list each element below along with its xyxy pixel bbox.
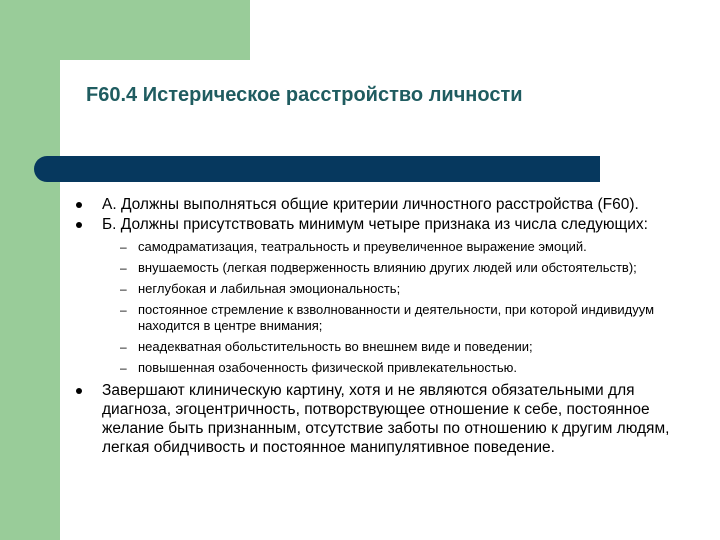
sublist-item (120, 339, 706, 355)
sublist-text: самодраматизация, театральность и преувеличенное выражение эмоций. (138, 239, 587, 254)
bullet-text: Завершают клиническую картину, хотя и не являются обязательными для диагноза, эгоцентричность, потворствующее отношение к себе, постоянное желание быть признанным, отсутствие заботы по отношению к другим людям, легкая обидчивость и постоянное манипулятивное поведение. (102, 382, 670, 456)
left-green-bar (0, 0, 60, 540)
bullet-item (76, 195, 706, 214)
dash-icon: – (120, 240, 127, 254)
slide-title: F60.4 Истерическое расстройство личности (86, 84, 523, 106)
sublist-text: неглубокая и лабильная эмоциональность; (138, 281, 401, 296)
bullet-item (76, 381, 706, 457)
sublist-text: постоянное стремление к взволнованности и деятельности, при которой индивидуум находится в центре внимания; (138, 302, 655, 333)
dash-icon: – (120, 340, 127, 354)
sublist-item (120, 302, 706, 334)
bullet-text: А. Должны выполняться общие критерии личностного расстройства (F60). (102, 196, 639, 213)
sublist-text: повышенная озабоченность физической привлекательностью. (138, 360, 517, 375)
sublist-item (120, 260, 706, 276)
dash-icon: – (120, 261, 127, 275)
title-underline-bar (34, 156, 600, 182)
dash-icon: – (120, 361, 127, 375)
top-green-block (0, 0, 250, 60)
bullet-dot-icon (76, 388, 82, 394)
sublist-item (120, 281, 706, 297)
dash-icon: – (120, 282, 127, 296)
sublist-item (120, 239, 706, 255)
slide-body (76, 195, 706, 458)
bullet-item (76, 215, 706, 234)
dash-icon: – (120, 303, 127, 317)
bullet-dot-icon (76, 202, 82, 208)
bullet-text: Б. Должны присутствовать минимум четыре признака из числа следующих: (102, 216, 648, 233)
bullet-dot-icon (76, 222, 82, 228)
sublist-text: неадекватная обольстительность во внешнем виде и поведении; (138, 339, 533, 354)
criteria-sublist (120, 239, 706, 376)
sublist-item (120, 360, 706, 376)
sublist-text: внушаемость (легкая подверженность влиянию других людей или обстоятельств); (138, 260, 637, 275)
